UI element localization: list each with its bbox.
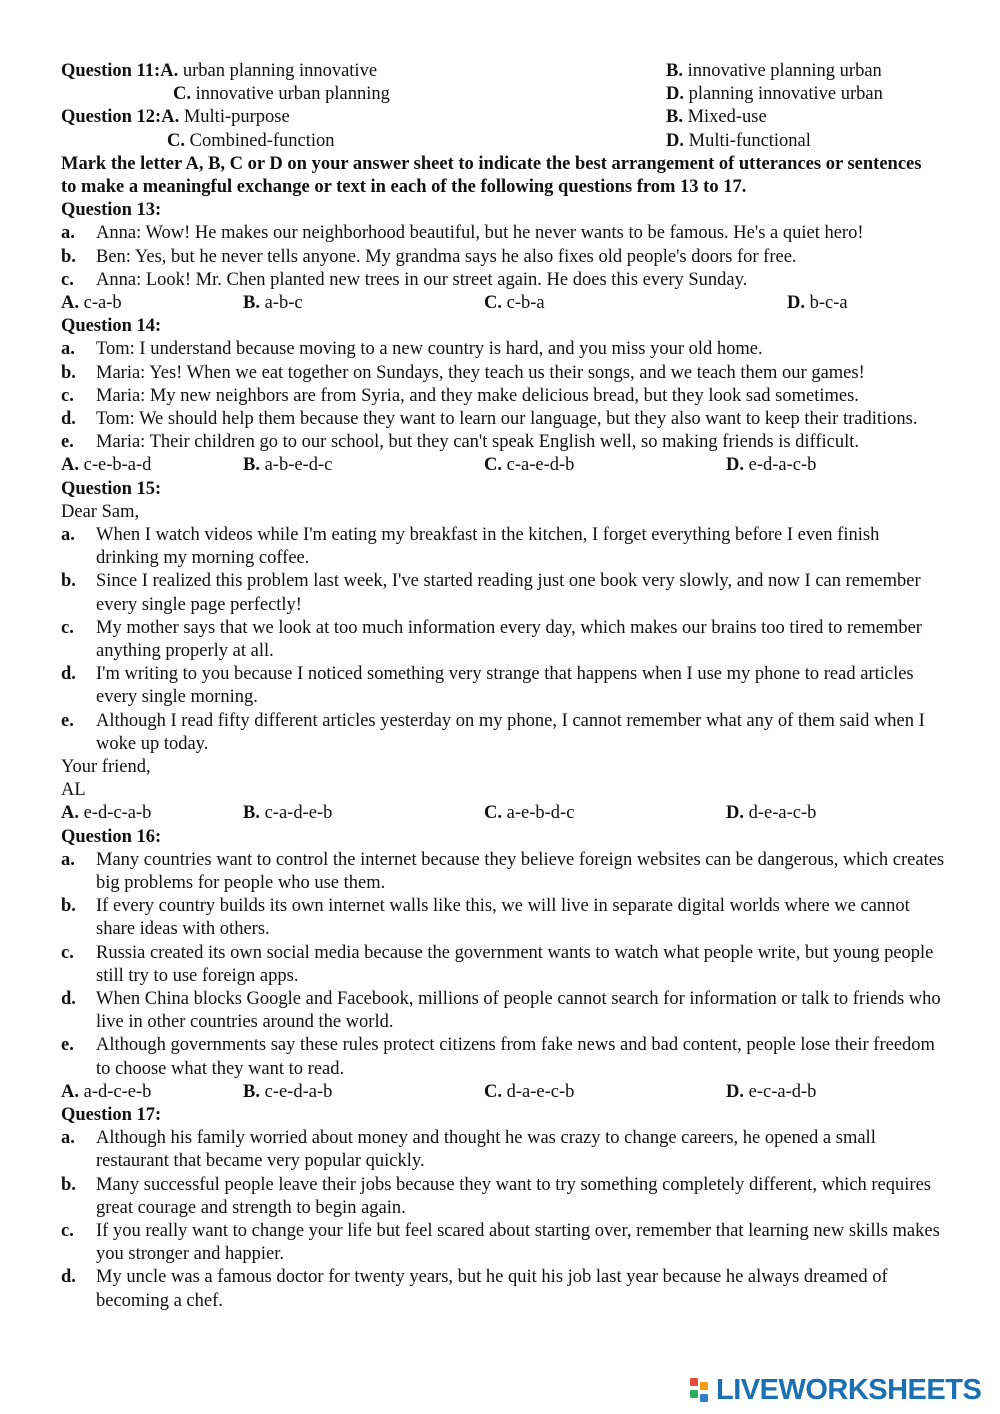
option-text: b-c-a [805,292,848,313]
item-text: Many countries want to control the internet because they believe foreign websites can be dangerous, which creates big problems for people who use them. [96,849,945,893]
item-text: Russia created its own social media because the government wants to watch what people write, but young people still try to use foreign apps. [96,942,934,986]
item-text: Tom: I understand because moving to a new country is hard, and you miss your old home. [96,339,763,360]
q14-item-b [0,362,1000,385]
question-17-label: Question 17: [61,1104,162,1125]
item-text: Maria: My new neighbors are from Syria, and they make delicious bread, but they look sad sometimes. [96,385,859,406]
question-15-items [0,524,1000,756]
option-text: a-d-c-e-b [79,1081,152,1102]
item-letter: a. [61,223,75,244]
q15-item-b [0,570,1000,616]
option-letter: C. [484,1081,502,1102]
question-17-items [0,1127,1000,1313]
q16-answer-option-c [484,1081,574,1104]
option-letter: C. [484,455,502,476]
item-text: Anna: Look! Mr. Chen planted new trees in our street again. He does this every Sunday. [96,269,748,290]
q17-item-c [0,1220,1000,1266]
option-text: c-a-e-d-b [502,455,575,476]
item-letter: a. [61,849,75,870]
option-letter: B. [243,803,260,824]
q14-answer-option-d [726,454,816,477]
question-14-items [0,338,1000,454]
question-16-options [0,1081,1000,1104]
worksheet-page [0,60,1000,1313]
q15-answer-option-b [243,802,332,825]
item-text: Since I realized this problem last week, I've started reading just one book very slowly, and now I can remember every single page perfectly! [96,571,921,615]
item-text: When I watch videos while I'm eating my breakfast in the kitchen, I forget everything before I even finish drinking my morning coffee. [96,524,880,569]
item-text: Maria: Yes! When we eat together on Sundays, they teach us their songs, and we teach them our games! [96,362,865,383]
question-11-row-1 [0,60,1000,83]
question-11-row-2 [0,83,1000,106]
logo-mark-square-3 [690,1390,698,1398]
option-text: a-b-e-d-c [259,455,333,476]
q14-answer-option-b [243,454,332,477]
q15-answer-option-d [726,802,816,825]
option-text: a-b-c [259,292,303,313]
item-text: My mother says that we look at too much information every day, which makes our brains too tired to remember anything properly at all. [96,617,922,661]
section-instruction: Mark the letter A, B, C or D on your answer sheet to indicate the best arrangement of utterances or sentences to make a meaningful exchange or text in each of the following questions from 13 to 17. [61,153,922,197]
q13-answer-option-d [787,292,848,315]
question-13-label: Question 13: [61,200,162,221]
question-13-options [0,292,1000,315]
question-14-options [0,454,1000,477]
item-letter: d. [61,988,76,1009]
q15-answer-option-c [484,802,574,825]
option-letter: D. [787,292,805,313]
q14-item-e [0,431,1000,454]
item-text: Maria: Their children go to our school, but they can't speak English well, so making friends is difficult. [96,432,860,453]
item-letter: b. [61,246,76,267]
letter-closing: Your friend, [61,756,151,777]
item-letter: c. [61,269,74,290]
option-letter: D. [726,455,744,476]
option-text: d-e-a-c-b [744,803,817,824]
option-letter: B. [243,455,260,476]
item-letter: e. [61,1035,74,1056]
q16-item-e [0,1034,1000,1080]
item-letter: e. [61,432,74,453]
option-letter: A. [61,455,79,476]
question-15-options [0,802,1000,825]
option-letter: C. [484,803,502,824]
item-letter: a. [61,339,75,360]
option-letter: D. [726,803,744,824]
question-12-row-2 [0,130,1000,153]
item-text: I'm writing to you because I noticed something very strange that happens when I use my phone to read articles every single morning. [96,664,914,708]
item-text: Although I read fifty different articles yesterday on my phone, I cannot remember what any of them said when I woke up today. [96,710,925,754]
option-text: c-e-d-a-b [259,1081,333,1102]
logo-mark-square-1 [690,1378,698,1386]
q16-answer-option-a [61,1081,151,1104]
option-letter: A. [61,803,79,824]
q13-item-b [0,246,1000,269]
q13-answer-option-a [61,292,122,315]
q14-answer-option-a [61,454,151,477]
option-text: e-d-a-c-b [744,455,817,476]
q13-answer-option-c [484,292,545,315]
option-letter: A. [61,292,79,313]
question-12-option-b: B. Mixed-use [666,107,767,128]
q15-item-a [0,524,1000,570]
q13-item-c [0,269,1000,292]
option-letter: B. [243,292,260,313]
question-14-label: Question 14: [61,316,162,337]
item-text: My uncle was a famous doctor for twenty years, but he quit his job last year because he always dreamed of becoming a chef. [96,1267,888,1311]
q17-item-d [0,1266,1000,1312]
q14-item-c [0,385,1000,408]
question-16-label: Question 16: [61,826,162,847]
item-text: Many successful people leave their jobs because they want to try something completely different, which requires great courage and strength to begin again. [96,1174,931,1218]
option-text: e-c-a-d-b [744,1081,817,1102]
item-letter: e. [61,710,74,731]
option-text: c-e-b-a-d [79,455,152,476]
item-letter: c. [61,942,74,963]
item-text: Anna: Wow! He makes our neighborhood beautiful, but he never wants to be famous. He's a quiet hero! [96,223,864,244]
item-text: Tom: We should help them because they want to learn our language, but they also want to keep their traditions. [96,408,918,429]
q15-item-c [0,617,1000,663]
item-text: Although governments say these rules protect citizens from fake news and bad content, people lose their freedom to choose what they want to read. [96,1035,935,1079]
item-text: Although his family worried about money and thought he was crazy to change careers, he opened a small restaurant that became very popular quickly. [96,1128,876,1172]
letter-signature: AL [61,780,86,801]
item-letter: a. [61,524,75,545]
item-text: If every country builds its own internet walls like this, we will live in separate digital worlds where we cannot share ideas with others. [96,896,910,940]
logo-mark-square-4 [700,1394,708,1402]
q16-item-b [0,895,1000,941]
q14-item-d [0,408,1000,431]
q14-item-a [0,338,1000,361]
q17-item-a [0,1127,1000,1173]
letter-greeting: Dear Sam, [61,501,140,522]
item-text: Ben: Yes, but he never tells anyone. My grandma says he also fixes old people's doors for free. [96,246,797,267]
item-letter: d. [61,664,76,685]
item-text: If you really want to change your life but feel scared about starting over, remember that learning new skills makes you stronger and happier. [96,1220,940,1265]
liveworksheets-logo-text: LIVEWORKSHEETS [716,1374,982,1407]
q15-item-e [0,710,1000,756]
item-letter: b. [61,571,76,592]
q15-answer-option-a [61,802,151,825]
q16-item-a [0,849,1000,895]
question-12-option-c: C. Combined-function [167,130,335,151]
q13-answer-option-b [243,292,303,315]
q13-item-a [0,222,1000,245]
option-text: c-a-d-e-b [259,803,333,824]
q15-item-d [0,663,1000,709]
option-letter: D. [726,1081,744,1102]
question-12-option-d: D. Multi-functional [666,130,811,151]
item-letter: d. [61,408,76,429]
question-11-option-c: C. innovative urban planning [173,84,390,105]
option-text: c-b-a [502,292,545,313]
item-letter: c. [61,617,74,638]
item-letter: b. [61,1174,76,1195]
question-11-option-d: D. planning innovative urban [666,84,883,105]
item-letter: c. [61,385,74,406]
q14-answer-option-c [484,454,574,477]
q16-answer-option-b [243,1081,332,1104]
question-13-items [0,222,1000,292]
q16-item-d [0,988,1000,1034]
option-text: c-a-b [79,292,122,313]
liveworksheets-logo[interactable] [690,1376,981,1406]
option-text: d-a-e-c-b [502,1081,575,1102]
item-letter: a. [61,1128,75,1149]
q17-item-b [0,1174,1000,1220]
question-16-items [0,849,1000,1081]
option-text: a-e-b-d-c [502,803,575,824]
question-15-label: Question 15: [61,478,162,499]
q16-answer-option-d [726,1081,816,1104]
question-12-row-1 [0,106,1000,129]
logo-mark-square-2 [700,1382,708,1390]
item-letter: b. [61,896,76,917]
liveworksheets-logo-mark-icon [690,1378,712,1404]
item-letter: d. [61,1267,76,1288]
option-letter: B. [243,1081,260,1102]
question-12-option-a: Question 12:A. Multi-purpose [61,107,290,128]
option-letter: C. [484,292,502,313]
option-text: e-d-c-a-b [79,803,152,824]
question-11-option-a: Question 11:A. urban planning innovative [61,61,378,81]
q16-item-c [0,942,1000,988]
item-letter: c. [61,1220,74,1241]
question-11-option-b: B. innovative planning urban [666,61,882,81]
item-text: When China blocks Google and Facebook, millions of people cannot search for information or talk to friends who live in other countries around the world. [96,988,941,1033]
option-letter: A. [61,1081,79,1102]
item-letter: b. [61,362,76,383]
